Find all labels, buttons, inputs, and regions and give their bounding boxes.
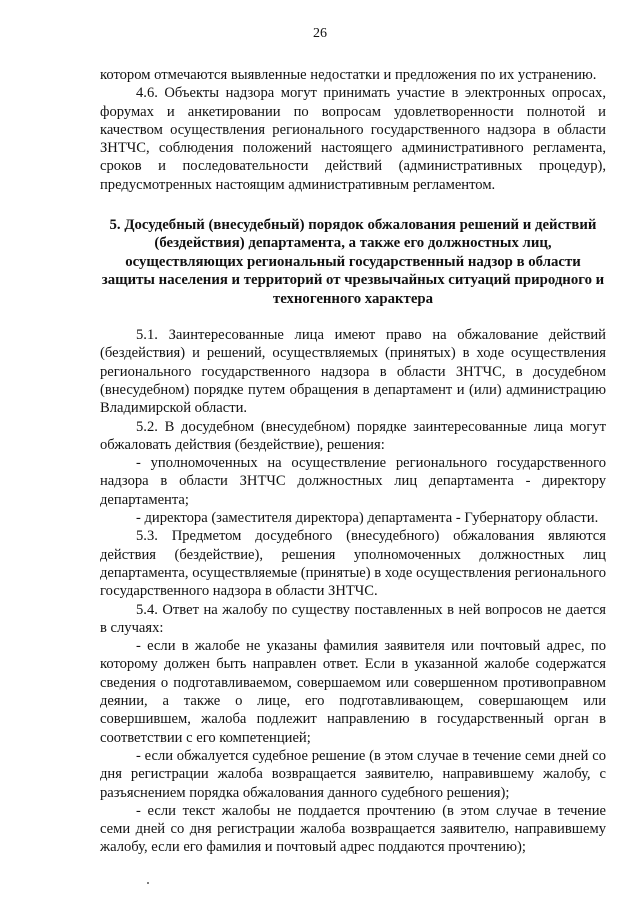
paragraph: 5.4. Ответ на жалобу по существу поставленных в ней вопросов не дается в случаях: xyxy=(100,601,606,636)
paragraph: 4.6. Объекты надзора могут принимать участие в электронных опросах, форумах и анкетировании по вопросам удовлетворенности полнотой и качеством осуществления регионального государственного надзора в области ЗНТЧС, соблюдения положений настоящего административного регламента, сроков и последовательности действий (административных процедур), предусмотренных настоящим административным регламентом. xyxy=(100,85,606,193)
paragraph: 5.1. Заинтересованные лица имеют право на обжалование действий (бездействия) и решений, осуществляемых (принятых) в ходе осуществления регионального государственного надзора в области ЗНТЧС, в досудебном (внесудебном) порядке путем обращения в департамент и (или) администрацию Владимирской области. xyxy=(100,327,606,417)
paragraph: - если обжалуется судебное решение (в этом случае в течение семи дней со дня регистрации жалоба возвращается заявителю, направившему жалобу, с разъяснением порядка обжалования данного судебного решения); xyxy=(100,747,606,801)
document-body xyxy=(100,66,606,857)
paragraph: 5.3. Предметом досудебного (внесудебного) обжалования являются действия (бездействие), решения уполномоченных должностных лиц департамента, осуществляемые (принятые) в ходе осуществления регионального государственного надзора в области ЗНТЧС. xyxy=(100,528,606,600)
section-heading: 5. Досудебный (внесудебный) порядок обжалования решений и действий (бездействия) департамента, а также его должностных лиц, осуществляющих региональный государственный надзор в области защиты населения и территорий от чрезвычайных ситуаций природного и техногенного характера xyxy=(101,217,605,307)
page-number: 26 xyxy=(313,26,327,41)
paragraph: котором отмечаются выявленные недостатки и предложения по их устранению. xyxy=(100,67,597,83)
paragraph: - уполномоченных на осуществление регионального государственного надзора в области ЗНТЧС должностных лиц департамента - директору департамента; xyxy=(100,455,606,508)
paragraph: - если в жалобе не указаны фамилия заявителя или почтовый адрес, по которому должен быть направлен ответ. Если в указанной жалобе содержатся сведения о подготавливаемом, совершаемом или совершенном противоправном деянии, а также о лице, его подготавливающем, совершающем или совершившем, жалоба подлежит направлению в государственный орган в соответствии с его компетенцией; xyxy=(100,638,606,746)
paragraphs-before-section xyxy=(100,66,606,194)
paragraph: - если текст жалобы не поддается прочтению (в этом случае в течение семи дней со дня регистрации жалоба возвращается заявителю, направившему жалобу, если его фамилия и почтовый адрес поддаются прочтению); xyxy=(100,802,606,856)
paragraph: 5.2. В досудебном (внесудебном) порядке заинтересованные лица могут обжаловать действия (бездействие), решения: xyxy=(100,418,606,453)
scan-speck xyxy=(147,882,149,884)
paragraphs-after-section xyxy=(100,326,606,857)
paragraph: - директора (заместителя директора) департамента - Губернатору области. xyxy=(136,510,599,527)
